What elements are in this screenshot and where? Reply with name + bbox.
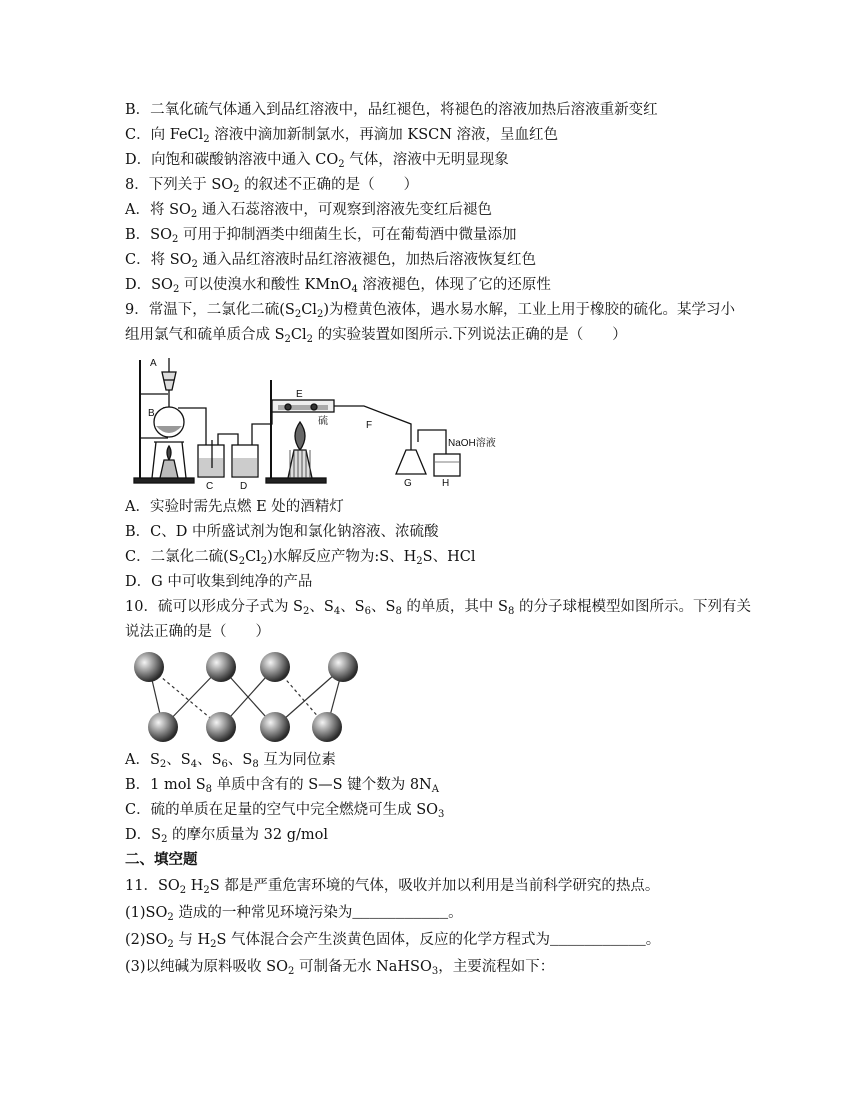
q11-sub1: $(1)SO_2$ 造成的一种常见环境污染为___________。 [125,905,463,923]
q10-option-c: C．硫的单质在足量的空气中完全燃烧可生成 $SO_3$ [125,802,445,820]
q10-option-a: A．$S_2$、$S_4$、$S_6$、$S_8$ 互为同位素 [125,752,336,770]
q11-sub3: (3)以纯碱为原料吸收 $SO_2$ 可制备无水 NaHSO$_3$，主要流程如下： [125,959,555,977]
sulfur-atom [260,652,290,682]
apparatus-figure [128,350,508,490]
q9-option-a: A．实验时需先点燃 E 处的酒精灯 [125,499,344,515]
label-c: C [206,481,214,490]
section-heading: 二、填空题 [125,851,198,868]
q9-stem-line1: 9．常温下，二氯化二硫$(S_2Cl_2)$为橙黄色液体，遇水易水解，工业上用于橡胶的硫化。某学习小 [125,302,735,320]
q8-stem: 8．下列关于 $SO_2$ 的叙述不正确的是（ ） [125,177,419,195]
q7-option-b: B．二氧化硫气体通入到品红溶液中，品红褪色，将褪色的溶液加热后溶液重新变红 [125,102,658,118]
label-naoh: NaOH溶液 [448,438,496,449]
q10-stem-line1: 10．硫可以形成分子式为 $S_2$、$S_4$、$S_6$、$S_8$ 的单质，其中 $S_8$ 的分子球棍模型如图所示。下列有关 [125,599,751,617]
label-a: A [150,358,157,369]
answer-blank[interactable]: ___________ [352,906,449,922]
q10-option-b: B．1 mol $S_8$ 单质中含有的 S—S 键个数为 $8N_A$ [125,777,439,795]
q9-stem-line2: 组用氯气和硫单质合成 $S_2Cl_2$ 的实验装置如图所示.下列说法正确的是（ ） [125,327,627,345]
sulfur-atom [260,712,290,742]
q9-option-d: D．G 中可收集到纯净的产品 [125,574,313,590]
label-h: H [442,478,450,489]
q10-option-d: D．$S_2$ 的摩尔质量为 32 g/mol [125,827,328,845]
sulfur-atom [134,652,164,682]
q8-option-d: D．$SO_2$ 可以使溴水和酸性 KMnO$_4$ 溶液褪色，体现了它的还原性 [125,277,551,295]
q9-option-c: C．二氯化二硫$(S_2Cl_2)$水解反应产物为:S、$H_2S$、HCl [125,549,476,567]
q7-option-c: C．向 FeCl$_2$ 溶液中滴加新制氯水，再滴加 KSCN 溶液，呈血红色 [125,127,559,145]
label-b: B [148,408,155,419]
q9-option-b: B．C、D 中所盛试剂为饱和氯化钠溶液、浓硫酸 [125,524,439,540]
q7-option-d: D．向饱和碳酸钠溶液中通入 $CO_2$ 气体，溶液中无明显现象 [125,152,509,170]
sulfur-atom [206,652,236,682]
label-f: F [366,420,373,431]
sulfur-atom [148,712,178,742]
label-d: D [240,481,248,490]
q8-option-b: B．$SO_2$ 可用于抑制酒类中细菌生长，可在葡萄酒中微量添加 [125,227,517,245]
label-sulfur: 硫 [318,416,328,427]
sulfur-atom [328,652,358,682]
q8-option-a: A．将 $SO_2$ 通入石蕊溶液中，可观察到溶液先变红后褪色 [125,202,492,220]
q8-option-c: C．将 $SO_2$ 通入品红溶液时品红溶液褪色，加热后溶液恢复红色 [125,252,537,270]
label-g: G [404,478,412,489]
q10-stem-line2: 说法正确的是（ ） [125,624,270,640]
label-e: E [296,389,303,400]
sulfur-atom [312,712,342,742]
answer-blank[interactable]: ___________ [550,933,646,949]
sulfur-atom [206,712,236,742]
q11-sub2: $(2)SO_2$ 与 $H_2S$ 气体混合会产生淡黄色固体，反应的化学方程式为___________。 [125,932,661,950]
q11-stem: 11．$SO_2$ $H_2S$ 都是严重危害环境的气体，吸收并加以利用是当前科学研究的热点。 [125,878,660,896]
s8-ball-stick-model [125,645,365,745]
